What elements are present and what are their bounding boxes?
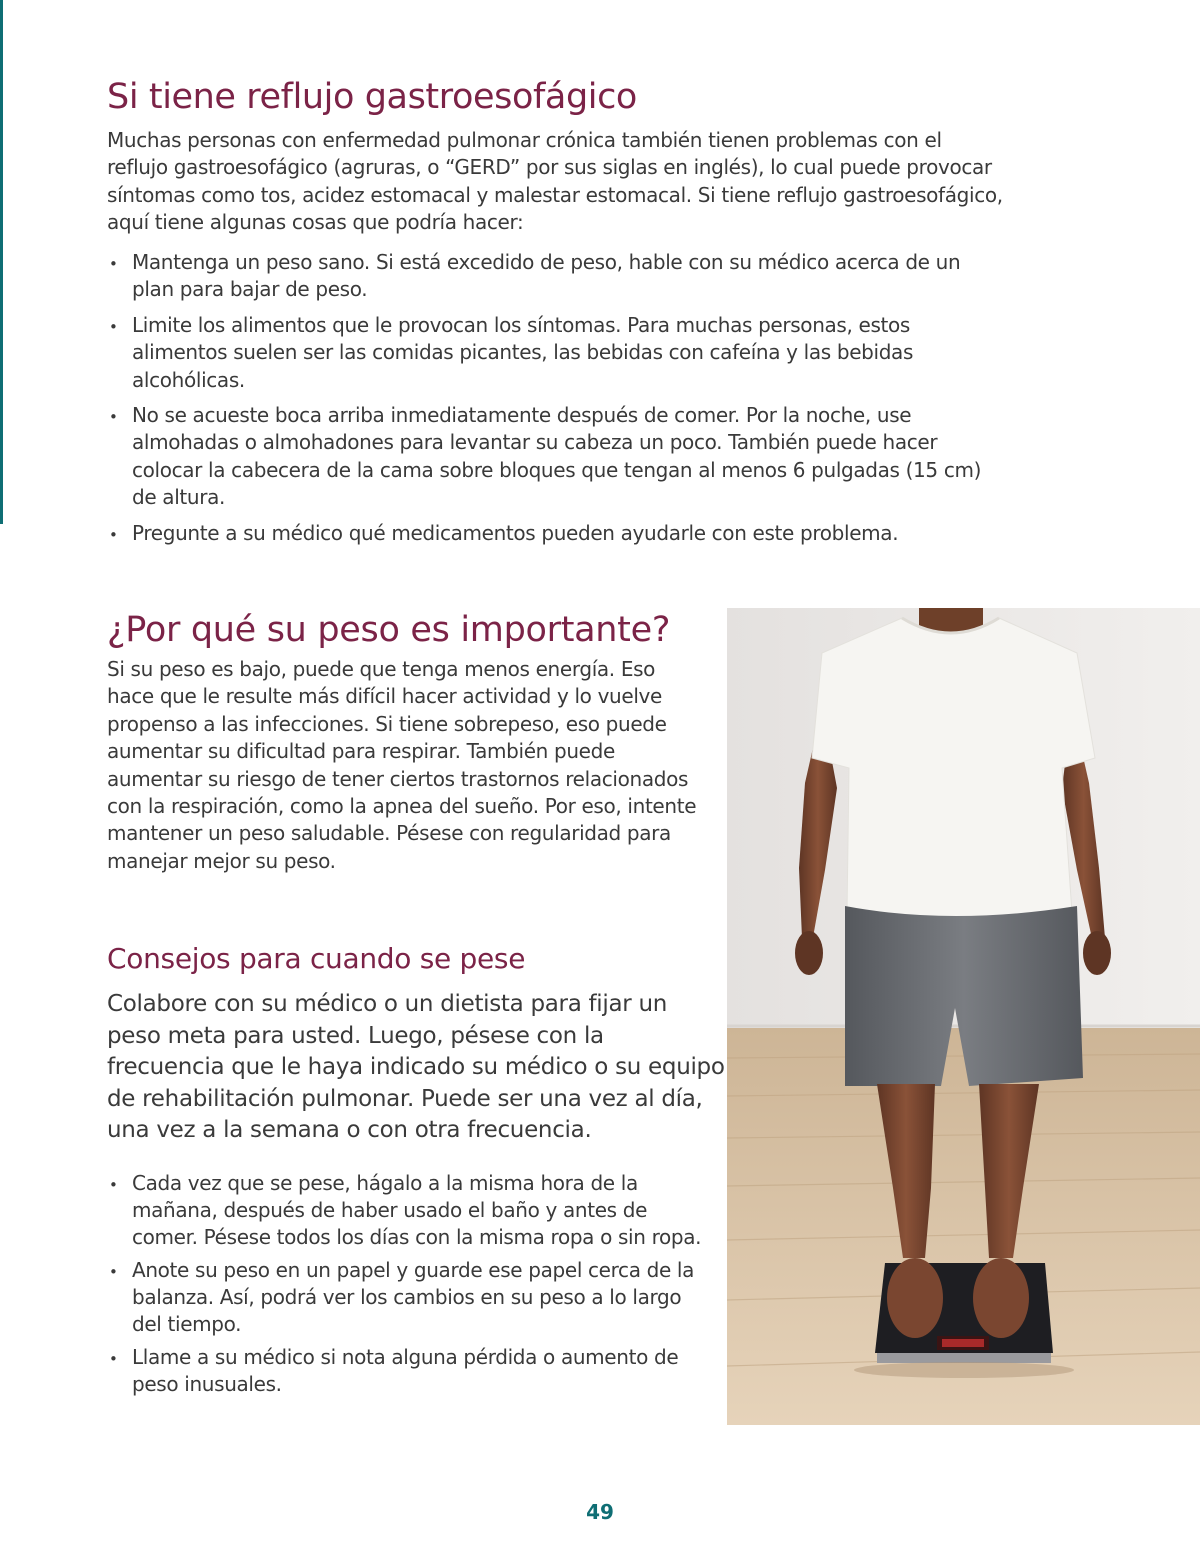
reflux-intro-paragraph: Muchas personas con enfermedad pulmonar crónica también tienen problemas con el reflujo gastroesofágico (agruras, o “GERD” por sus siglas en inglés), lo cual puede provocar síntomas como tos, acidez estomacal y malestar estomacal. Si tiene reflujo gastroesofágico, aquí tiene algunas cosas que podría hacer:: [107, 128, 1003, 235]
left-edge-accent-bar: [0, 0, 3, 524]
weighing-tips-list: [107, 1170, 707, 1404]
weighing-tips-intro-paragraph: Colabore con su médico o un dietista para fijar un peso meta para usted. Luego, pésese con la frecuencia que le haya indicado su médico o su equipo de rehabilitación pulmonar. Puede ser una vez al día, una vez a la semana o con otra frecuencia.: [107, 991, 725, 1143]
page-number: 49: [586, 1500, 614, 1524]
weight-importance-paragraph: Si su peso es bajo, puede que tenga menos energía. Eso hace que le resulte más difícil hacer actividad y lo vuelve propenso a las infecciones. Si tiene sobrepeso, eso puede aumentar su dificultad para respirar. También puede aumentar su riesgo de tener ciertos trastornos relacionados con la respiración, como la apnea del sueño. Por eso, intente mantener un peso saludable. Pésese con regularidad para manejar mejor su peso.: [107, 657, 697, 873]
list-item: • Cada vez que se pese, hágalo a la misma hora de la mañana, después de haber usado el baño y antes de comer. Pésese todos los días con la misma ropa o sin ropa.: [107, 1170, 707, 1251]
list-item: • Anote su peso en un papel y guarde ese papel cerca de la balanza. Así, podrá ver los cambios en su peso a lo largo del tiempo.: [107, 1257, 707, 1338]
section-title-weight-importance: ¿Por qué su peso es importante?: [107, 610, 671, 650]
person-on-scale-photo: [727, 608, 1200, 1425]
list-item: • Limite los alimentos que le provocan los síntomas. Para muchas personas, estos alimentos suelen ser las comidas picantes, las bebidas con cafeína y las bebidas alcohólicas.: [107, 312, 987, 394]
list-item: • Pregunte a su médico qué medicamentos pueden ayudarle con este problema.: [107, 520, 987, 547]
list-item: • No se acueste boca arriba inmediatamente después de comer. Por la noche, use almohadas o almohadones para levantar su cabeza un poco. También puede hacer colocar la cabecera de la cama sobre bloques que tengan al menos 6 pulgadas (15 cm) de altura.: [107, 402, 987, 512]
reflux-tips-list: [107, 249, 987, 555]
list-item: • Llame a su médico si nota alguna pérdida o aumento de peso inusuales.: [107, 1344, 707, 1398]
subsection-title-weighing-tips: Consejos para cuando se pese: [107, 942, 526, 975]
list-item: • Mantenga un peso sano. Si está excedido de peso, hable con su médico acerca de un plan para bajar de peso.: [107, 249, 987, 304]
section-title-reflux: Si tiene reflujo gastroesofágico: [107, 77, 637, 117]
